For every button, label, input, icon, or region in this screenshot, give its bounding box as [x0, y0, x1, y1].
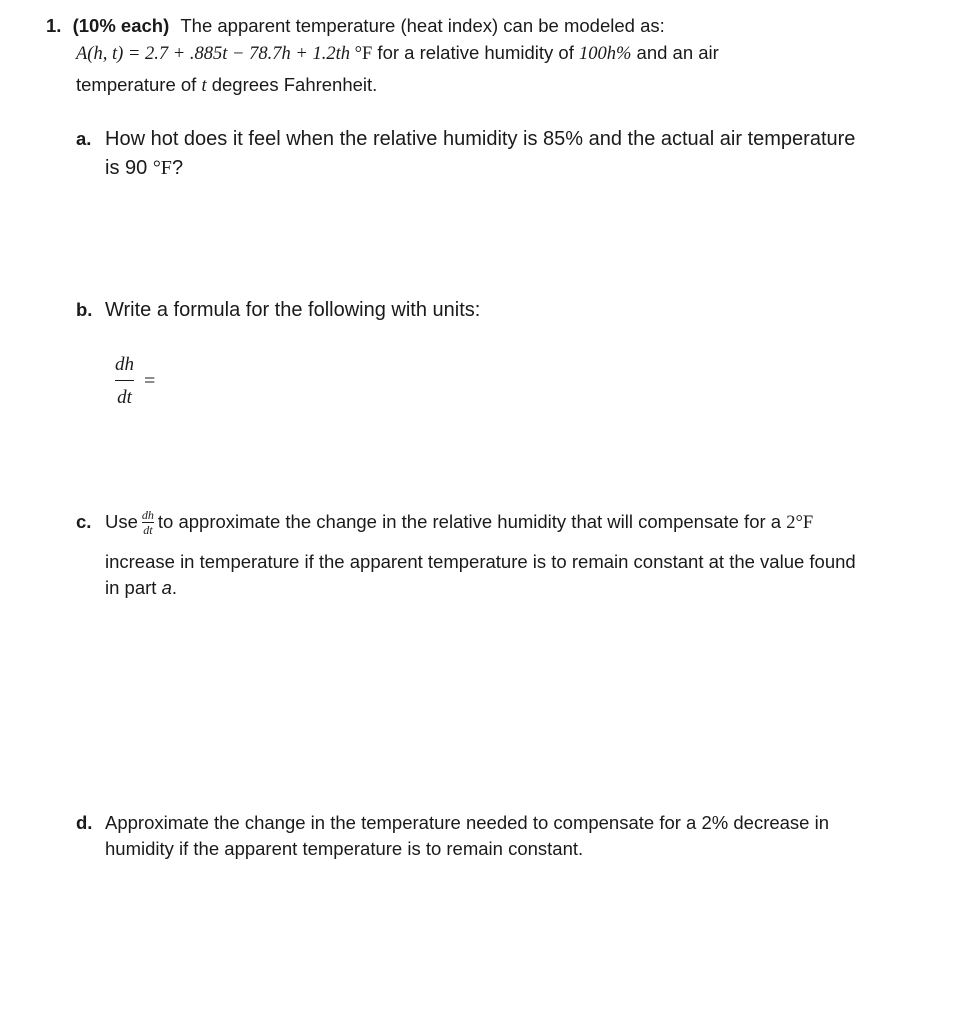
- part-c-unit: 2°F: [786, 513, 814, 533]
- part-c-line-2: increase in temperature if the apparent temperature is to remain constant at the value found: [105, 551, 856, 572]
- question-header: [46, 15, 665, 37]
- part-a-line-2: is 90: [105, 157, 153, 179]
- part-d: [76, 812, 829, 834]
- formula-tail: for a relative humidity of: [372, 42, 579, 63]
- equals-sign: =: [144, 369, 156, 392]
- part-b: [76, 299, 480, 322]
- formula-lhs: A(h, t): [76, 44, 124, 64]
- part-c-line-3: [105, 577, 177, 599]
- formula-tail-2: and an air: [631, 42, 719, 63]
- part-c-use: Use: [105, 511, 138, 532]
- fraction: [115, 355, 134, 407]
- part-d-line-2: humidity if the apparent temperature is to remain constant.: [105, 838, 584, 859]
- heat-index-formula: [76, 42, 719, 65]
- part-c-line-1: to approximate the change in the relative humidity that will compensate for a: [157, 511, 787, 532]
- derivative-dh-dt: [115, 355, 155, 407]
- part-b-label: b.: [76, 299, 93, 320]
- part-c-period: .: [171, 577, 177, 598]
- formula-cont-text-2: degrees Fahrenheit.: [206, 74, 378, 95]
- part-c-line-3-text: in part: [105, 577, 162, 598]
- part-a-line-1: How hot does it feel when the relative humidity is 85% and the actual air temperature: [105, 128, 856, 150]
- formula-unit: °F: [354, 44, 373, 64]
- part-d-label: d.: [76, 812, 93, 833]
- part-c: [76, 509, 813, 536]
- fraction-numerator: dh: [115, 354, 134, 375]
- part-a: [76, 128, 855, 151]
- part-a-label: a.: [76, 128, 92, 149]
- formula-cont-text: temperature of: [76, 74, 202, 95]
- formula-continuation: [76, 74, 377, 97]
- question-intro: The apparent temperature (heat index) can be modeled as:: [180, 15, 665, 36]
- fraction-denominator: dt: [117, 387, 132, 408]
- part-a-continuation: [105, 157, 183, 180]
- part-reference: a: [161, 577, 172, 598]
- formula-expression: = 2.7 + .885t − 78.7h + 1.2th: [123, 44, 355, 64]
- question-weight: (10% each): [72, 15, 170, 36]
- humidity-expression: 100h%: [578, 44, 632, 64]
- part-b-text: Write a formula for the following with units:: [105, 299, 481, 321]
- part-a-question-mark: ?: [171, 157, 184, 179]
- inline-fraction: [142, 509, 154, 536]
- inline-fraction-numerator: dh: [141, 508, 154, 522]
- part-a-unit: °F: [152, 157, 172, 179]
- temperature-variable: t: [201, 76, 207, 96]
- question-number: 1.: [46, 15, 62, 36]
- part-d-line-1: Approximate the change in the temperature needed to compensate for a 2% decrease in: [105, 812, 830, 833]
- part-c-label: c.: [76, 511, 92, 532]
- inline-fraction-denominator: dt: [143, 523, 153, 537]
